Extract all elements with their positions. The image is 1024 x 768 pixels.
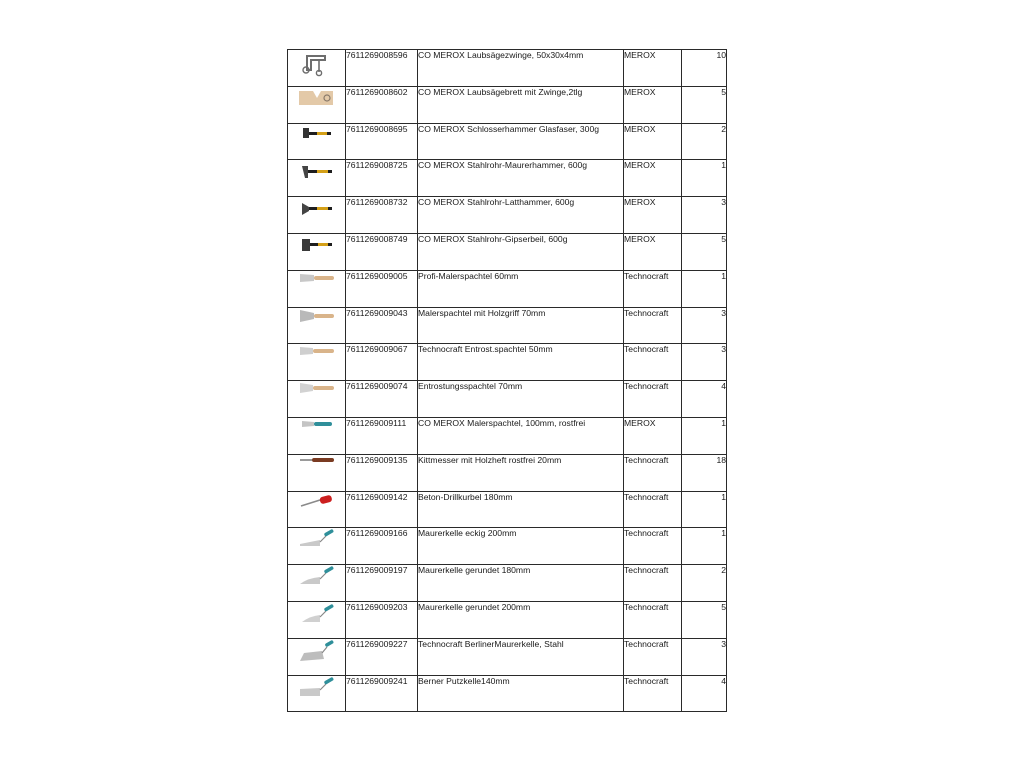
ean-cell: 7611269009227 [346, 638, 418, 675]
drill-crank-icon [298, 492, 336, 512]
table-row [288, 675, 727, 712]
product-image-cell [288, 86, 346, 123]
trowel-icon [298, 602, 336, 626]
product-image-cell [288, 454, 346, 491]
brand-cell: MEROX [624, 160, 682, 197]
clamp-icon [299, 50, 335, 78]
ean-cell: 7611269009142 [346, 491, 418, 528]
quantity-cell: 3 [682, 638, 727, 675]
product-table-body [288, 50, 727, 712]
brand-cell: Technocraft [624, 601, 682, 638]
trowel-icon [298, 676, 336, 700]
table-row [288, 86, 727, 123]
hammer-icon [299, 124, 335, 144]
table-row [288, 233, 727, 270]
ean-cell: 7611269009005 [346, 270, 418, 307]
brand-cell: Technocraft [624, 565, 682, 602]
ean-cell: 7611269009241 [346, 675, 418, 712]
brand-cell: Technocraft [624, 675, 682, 712]
quantity-cell: 1 [682, 417, 727, 454]
trowel-icon [298, 565, 336, 589]
description-cell: Beton-Drillkurbel 180mm [418, 491, 624, 528]
description-cell: CO MEROX Schlosserhammer Glasfaser, 300g [418, 123, 624, 160]
quantity-cell: 3 [682, 197, 727, 234]
brand-cell: MEROX [624, 86, 682, 123]
product-image-cell [288, 50, 346, 87]
description-cell: Maurerkelle gerundet 180mm [418, 565, 624, 602]
quantity-cell: 5 [682, 601, 727, 638]
description-cell: Maurerkelle gerundet 200mm [418, 601, 624, 638]
table-row [288, 638, 727, 675]
ean-cell: 7611269008695 [346, 123, 418, 160]
trowel-icon [298, 528, 336, 552]
brand-cell: Technocraft [624, 454, 682, 491]
trowel-icon [298, 639, 336, 665]
quantity-cell: 1 [682, 270, 727, 307]
product-image-cell [288, 601, 346, 638]
ean-cell: 7611269009135 [346, 454, 418, 491]
description-cell: CO MEROX Stahlrohr-Gipserbeil, 600g [418, 233, 624, 270]
quantity-cell: 3 [682, 307, 727, 344]
ean-cell: 7611269009197 [346, 565, 418, 602]
quantity-cell: 1 [682, 160, 727, 197]
product-image-cell [288, 675, 346, 712]
description-cell: Kittmesser mit Holzheft rostfrei 20mm [418, 454, 624, 491]
product-image-cell [288, 344, 346, 381]
description-cell: Profi-Malerspachtel 60mm [418, 270, 624, 307]
product-image-cell [288, 528, 346, 565]
table-row [288, 123, 727, 160]
description-cell: CO MEROX Laubsägezwinge, 50x30x4mm [418, 50, 624, 87]
ean-cell: 7611269009067 [346, 344, 418, 381]
quantity-cell: 2 [682, 123, 727, 160]
putty-knife-icon [298, 308, 336, 324]
ean-cell: 7611269009043 [346, 307, 418, 344]
product-image-cell [288, 307, 346, 344]
ean-cell: 7611269008602 [346, 86, 418, 123]
table-row [288, 307, 727, 344]
ean-cell: 7611269008749 [346, 233, 418, 270]
ean-cell: 7611269009074 [346, 381, 418, 418]
quantity-cell: 1 [682, 491, 727, 528]
description-cell: Technocraft Entrost.spachtel 50mm [418, 344, 624, 381]
product-table [287, 49, 727, 712]
table-row [288, 50, 727, 87]
putty-knife-icon [298, 381, 336, 395]
ean-cell: 7611269008732 [346, 197, 418, 234]
product-image-cell [288, 197, 346, 234]
brand-cell: Technocraft [624, 528, 682, 565]
table-row [288, 381, 727, 418]
brand-cell: Technocraft [624, 344, 682, 381]
table-row [288, 454, 727, 491]
quantity-cell: 5 [682, 86, 727, 123]
product-image-cell [288, 638, 346, 675]
brand-cell: MEROX [624, 50, 682, 87]
product-image-cell [288, 270, 346, 307]
brand-cell: Technocraft [624, 307, 682, 344]
product-image-cell [288, 565, 346, 602]
table-row [288, 491, 727, 528]
quantity-cell: 10 [682, 50, 727, 87]
brand-cell: Technocraft [624, 381, 682, 418]
table-row [288, 197, 727, 234]
brand-cell: Technocraft [624, 270, 682, 307]
putty-knife-icon [298, 455, 336, 465]
table-row [288, 417, 727, 454]
table-row [288, 528, 727, 565]
table-row [288, 344, 727, 381]
description-cell: Berner Putzkelle140mm [418, 675, 624, 712]
description-cell: Entrostungsspachtel 70mm [418, 381, 624, 418]
ean-cell: 7611269008596 [346, 50, 418, 87]
description-cell: CO MEROX Stahlrohr-Latthammer, 600g [418, 197, 624, 234]
quantity-cell: 5 [682, 233, 727, 270]
quantity-cell: 18 [682, 454, 727, 491]
product-image-cell [288, 381, 346, 418]
product-image-cell [288, 233, 346, 270]
hatchet-icon [299, 234, 335, 258]
brand-cell: MEROX [624, 123, 682, 160]
product-image-cell [288, 491, 346, 528]
ean-cell: 7611269009111 [346, 417, 418, 454]
quantity-cell: 1 [682, 528, 727, 565]
brand-cell: Technocraft [624, 491, 682, 528]
product-image-cell [288, 160, 346, 197]
table-row [288, 565, 727, 602]
table-row [288, 270, 727, 307]
description-cell: Maurerkelle eckig 200mm [418, 528, 624, 565]
ean-cell: 7611269009166 [346, 528, 418, 565]
brand-cell: MEROX [624, 417, 682, 454]
brand-cell: MEROX [624, 197, 682, 234]
table-row [288, 601, 727, 638]
putty-knife-icon [298, 271, 336, 285]
quantity-cell: 3 [682, 344, 727, 381]
description-cell: CO MEROX Laubsägebrett mit Zwinge,2tlg [418, 86, 624, 123]
product-image-cell [288, 123, 346, 160]
spatula-icon [298, 418, 336, 430]
product-image-cell [288, 417, 346, 454]
description-cell: Technocraft BerlinerMaurerkelle, Stahl [418, 638, 624, 675]
quantity-cell: 4 [682, 675, 727, 712]
brand-cell: Technocraft [624, 638, 682, 675]
sawboard-icon [297, 87, 337, 109]
description-cell: Malerspachtel mit Holzgriff 70mm [418, 307, 624, 344]
brand-cell: MEROX [624, 233, 682, 270]
quantity-cell: 2 [682, 565, 727, 602]
ean-cell: 7611269009203 [346, 601, 418, 638]
description-cell: CO MEROX Malerspachtel, 100mm, rostfrei [418, 417, 624, 454]
putty-knife-icon [298, 344, 336, 358]
table-row [288, 160, 727, 197]
lath-hammer-icon [299, 197, 335, 221]
ean-cell: 7611269008725 [346, 160, 418, 197]
pick-hammer-icon [299, 160, 335, 184]
quantity-cell: 4 [682, 381, 727, 418]
description-cell: CO MEROX Stahlrohr-Maurerhammer, 600g [418, 160, 624, 197]
